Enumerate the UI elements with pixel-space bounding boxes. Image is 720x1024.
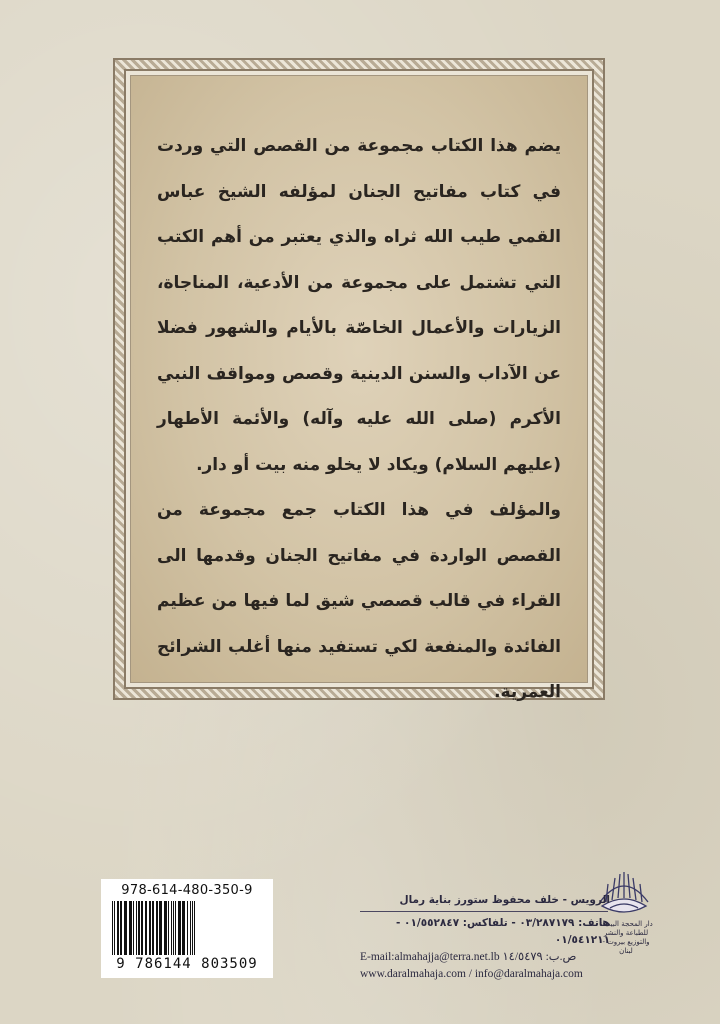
publisher-po-box: ص.ب: ١٤/٥٤٧٩ — [502, 951, 577, 963]
isbn-number: 978-614-480-350-9 — [121, 883, 253, 898]
publisher-logo-name: دار المحجة البيضاء للطباعة والنشر والتوزيع بيروت - لبنان — [599, 920, 653, 955]
isbn-barcode — [101, 879, 273, 978]
isbn-digits: 9 786144 803509 — [116, 956, 258, 972]
publisher-email-line — [360, 949, 610, 966]
publisher-website: www.daralmahaja.com / info@daralmahaja.com — [360, 968, 583, 980]
publisher-email: E-mail:almahajja@terra.net.lb — [360, 951, 500, 963]
description-panel — [130, 75, 588, 702]
frame-inner-border — [124, 69, 594, 702]
description-paragraph-2: والمؤلف في هذا الكتاب جمع مجموعة من القصص الواردة في مفاتيح الجنان وقدمها الى القراء في قالب قصصي شيق لما فيها من عظيم الفائدة والمنفعة لكي تستفيد منها أغلب الشرائح العمرية. — [157, 500, 561, 702]
publisher-divider — [360, 911, 608, 912]
publisher-address: الرويس - خلف محفوظ ستورز بناية رمال — [399, 894, 610, 906]
publisher-info — [360, 892, 610, 983]
text-frame — [113, 58, 605, 700]
barcode-bars — [108, 901, 266, 955]
description-paragraph-1: يضم هذا الكتاب مجموعة من القصص التي وردت في كتاب مفاتيح الجنان لمؤلفه الشيخ عباس القمي طيب الله ثراه والذي يعتبر من أهم الكتب التي تشتمل على مجموعة من الأدعية، المناجاة، الزيارات والأعمال الخاصّة بالأيام والشهور فضلا عن الآداب والسنن الدينية وقصص ومواقف النبي الأكرم (صلى الله عليه وآله) والأئمة الأطهار (عليهم السلام) ويكاد لا يخلو منه بيت أو دار. — [157, 136, 561, 475]
publisher-phone: هاتف: ٠٣/٢٨٧١٧٩ - تلفاكس: ٠١/٥٥٢٨٤٧ - ٠١/٥٤١٢١١ — [396, 917, 610, 946]
